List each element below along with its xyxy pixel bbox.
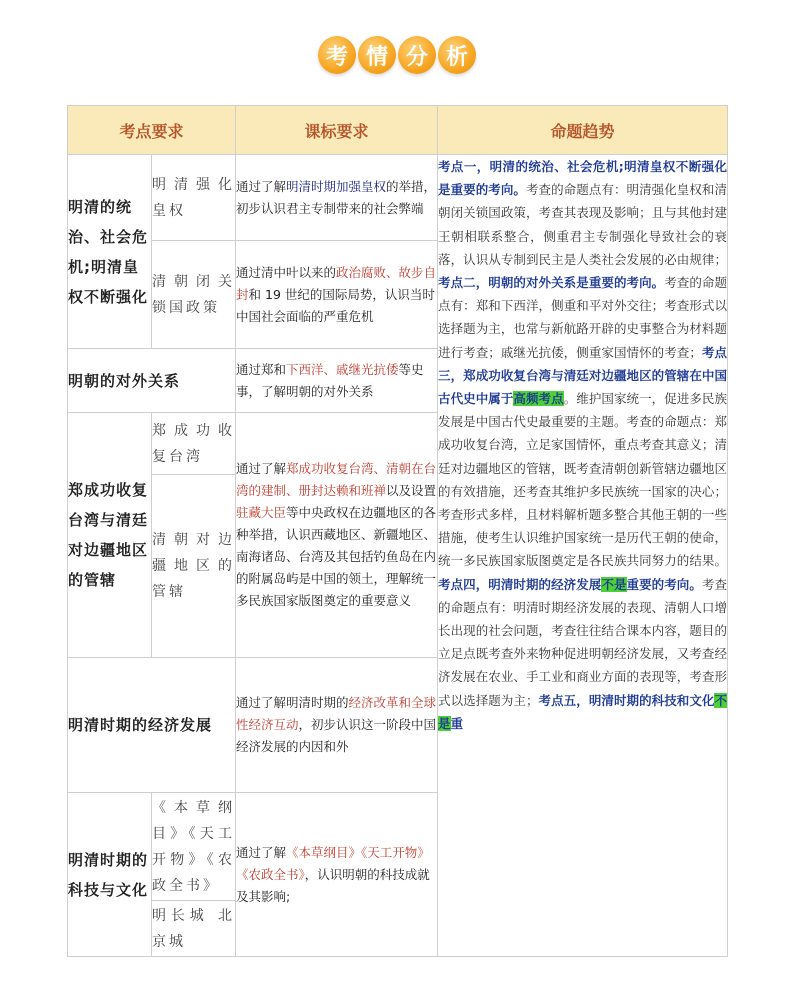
header-kebiao: 课标要求: [236, 106, 438, 155]
trend-key: 重要的考向。: [626, 576, 702, 592]
trend-text: 考查的命题点有：明清时期经济发展的表现、清朝人口增长出现的社会问题，考查往往结合课本内容，题目的立足点既考查外来物种促进明朝经济发展，又考查经济发展在农业、手工业和商业方面的表现等，考查形式以选择题为主；: [438, 576, 728, 708]
topic-cell: 明清时期的科技与文化: [68, 793, 152, 957]
std-text: 通过了解: [236, 178, 287, 194]
standard-cell: [236, 658, 438, 793]
subtopic-cell: 清朝对边疆地区的管辖: [152, 475, 236, 658]
trend-highlight: 不是: [601, 576, 627, 592]
std-highlight: 经济改革和全球性经济互动: [236, 695, 437, 732]
trend-cell: [438, 155, 728, 957]
std-highlight: 明清时期加强皇权: [286, 178, 387, 194]
topic-cell: 明清的统治、社会危机;明清皇权不断强化: [68, 155, 152, 349]
topic-cell: 郑成功收复台湾与清廷对边疆地区的管辖: [68, 413, 152, 658]
std-text: 通过郑和: [236, 361, 287, 377]
std-text: 通过清中叶以来的: [236, 264, 337, 280]
trend-key: 考点三，郑成功收复台湾与清廷对边疆地区的管辖在中国古代史中属于: [438, 344, 728, 407]
std-text: 通过了解明清时期的: [236, 695, 349, 710]
trend-key: 考点二，明朝的对外关系是重要的考向。: [438, 275, 665, 291]
std-text: ，认识明朝的科技成就及其影响;: [236, 866, 430, 904]
header-row: [68, 106, 728, 155]
std-highlight: 下西洋、戚继光抗倭: [286, 361, 399, 377]
subtopic-cell: 明长城 北京城: [152, 901, 236, 957]
standard-cell: [236, 241, 438, 349]
trend-key: 重: [450, 715, 464, 731]
subtopic-cell: 明清强化皇权: [152, 155, 236, 241]
standard-cell: [236, 413, 438, 658]
trend-highlight: 不是: [438, 692, 727, 731]
trend-key: 考点五，明清时期的科技和文化: [538, 692, 715, 708]
analysis-table: [67, 105, 728, 957]
table-row: [68, 155, 728, 241]
std-text: 通过了解: [236, 461, 287, 476]
topic-cell: 明朝的对外关系: [68, 349, 236, 413]
trend-highlight: 高频考点: [513, 391, 564, 407]
standard-cell: [236, 155, 438, 241]
std-highlight: 《本草纲目》《天工开物》《农政全书》: [236, 844, 430, 882]
std-text: ，初步认识这一阶段中国经济发展的内因和外: [236, 717, 437, 754]
topic-cell: 明清时期的经济发展: [68, 658, 236, 793]
subtopic-cell: 《本草纲目》《天工开物》《农政全书》: [152, 793, 236, 901]
standard-cell: [236, 793, 438, 957]
std-text: 和 19 世纪的国际局势，认识当时中国社会面临的严重危机: [236, 286, 435, 324]
trend-key: 考点四，明清时期的经济发展: [438, 576, 602, 592]
std-text: 的举措，初步认识君主专制带来的社会弊端: [236, 178, 437, 216]
trend-text: 考查的命题点有：郑和下西洋，侧重和平对外交往；考查形式以选择题为主，也常与新航路开辟的史事整合为材料题进行考查；戚继光抗倭，侧重家国情怀的考查；: [438, 275, 728, 360]
banner-char: 考: [318, 36, 356, 74]
std-text: 等中央政权在边疆地区的各种举措，认识西藏地区、新疆地区、南海诸岛、台湾及其包括钓鱼岛在内的附属岛屿是中国的领土，理解统一多民族国家版图奠定的重要意义: [236, 505, 437, 608]
banner-char: 分: [398, 36, 436, 74]
std-text: 通过了解: [236, 844, 287, 860]
std-text: 等史事，了解明朝的对外关系: [236, 361, 424, 399]
subtopic-cell: 郑成功收复台湾: [152, 413, 236, 475]
banner-char: 情: [358, 36, 396, 74]
banner-char: 析: [438, 36, 476, 74]
subtopic-cell: 清朝闭关锁国政策: [152, 241, 236, 349]
std-highlight: 政治腐败、故步自封: [236, 264, 437, 302]
trend-text: 。维护国家统一，促进多民族发展是中国古代史最重要的主题。考查的命题点：郑成功收复台湾，立足家国情怀，重点考查其意义；清廷对边疆地区的管辖，既考查清朝创新管辖边疆地区的有效措施，还考查其维护多民族统一国家的决心；考查形式多样，且材料解析题多整合其他王朝的一些措施，使考生认识维护国家统一是历代王朝的使命，统一多民族国家版图奠定是各民族共同努力的结果。: [438, 391, 728, 569]
header-trend: 命题趋势: [438, 106, 728, 155]
standard-cell: [236, 349, 438, 413]
std-highlight: 郑成功收复台湾、清朝在台湾的建制、册封达赖和班禅: [236, 461, 437, 498]
trend-text: 考查的命题点有：明清强化皇权和清朝闭关锁国政策，考查其表现及影响；且与其他封建王朝相联系整合，侧重君主专制强化导致社会的衰落，认识从专制到民主是人类社会发展的必由规律；: [438, 182, 728, 267]
header-kaodian: 考点要求: [68, 106, 236, 155]
trend-key: 考点一，明清的统治、社会危机;明清皇权不断强化是重要的考向。: [438, 159, 728, 198]
title-banner: [318, 36, 476, 74]
std-text: 以及设置: [386, 483, 437, 498]
std-highlight: 驻藏大臣: [236, 505, 287, 520]
